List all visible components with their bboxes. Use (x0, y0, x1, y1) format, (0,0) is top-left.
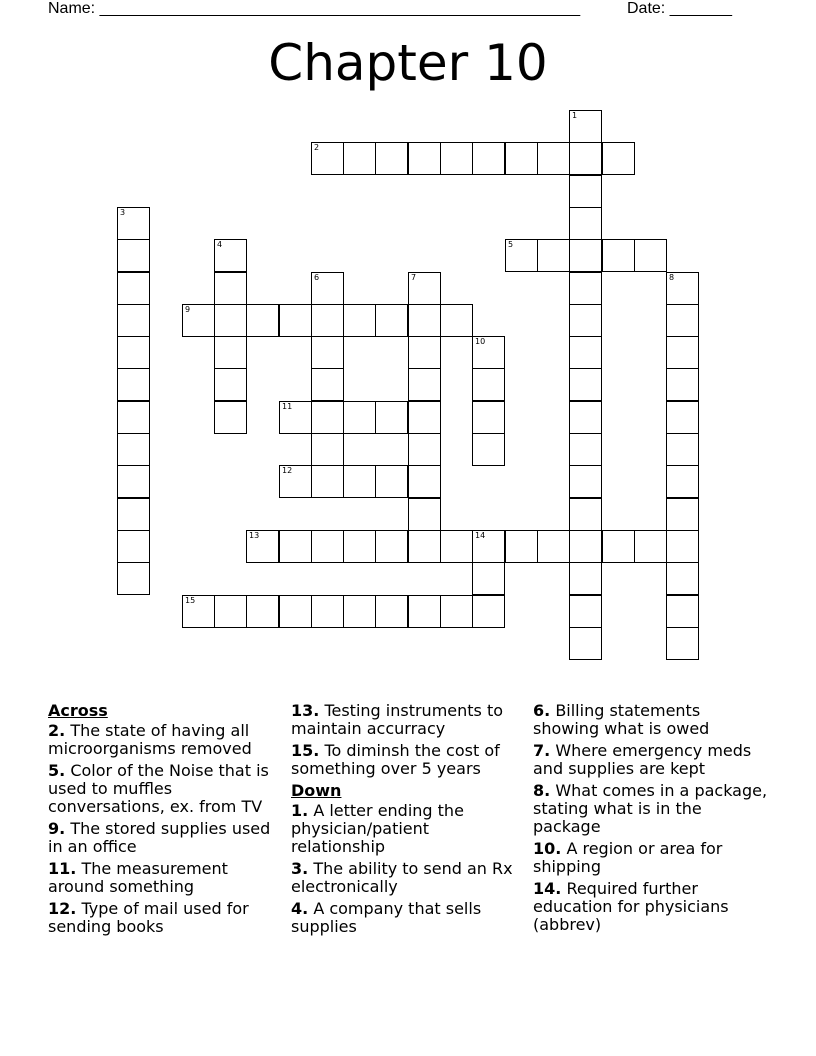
grid-cell[interactable] (440, 530, 473, 563)
clue-down-14 (533, 880, 768, 934)
clue-down-10 (533, 840, 768, 876)
grid-cell[interactable] (666, 562, 699, 595)
clue-text: A letter ending the physician/patient relationship (291, 801, 464, 856)
name-field[interactable]: Name: ______________________________________________________ (48, 0, 581, 17)
clue-down-1 (291, 802, 526, 856)
grid-cell[interactable] (343, 465, 376, 498)
grid-cell[interactable] (569, 272, 602, 305)
grid-cell[interactable] (440, 142, 473, 175)
grid-cell[interactable] (311, 304, 344, 337)
grid-cell[interactable] (117, 239, 150, 272)
grid-cell[interactable] (408, 272, 441, 305)
clue-number-label: 10 (475, 337, 486, 346)
clue-column-2 (291, 702, 526, 940)
grid-cell[interactable] (311, 595, 344, 628)
grid-cell[interactable] (569, 304, 602, 337)
clue-across-9 (48, 820, 283, 856)
clue-across-2 (48, 722, 283, 758)
grid-cell[interactable] (214, 595, 247, 628)
grid-cell[interactable] (440, 304, 473, 337)
clue-number: 2. (48, 721, 66, 740)
across-heading: Across (48, 701, 108, 720)
clue-text: Required further education for physicians (abbrev) (533, 879, 729, 934)
grid-cell[interactable] (666, 272, 699, 305)
grid-cell[interactable] (569, 530, 602, 563)
grid-cell[interactable] (117, 498, 150, 531)
grid-cell[interactable] (569, 368, 602, 401)
grid-cell[interactable] (214, 336, 247, 369)
clue-down-7 (533, 742, 768, 778)
clue-text: A company that sells supplies (291, 899, 482, 936)
grid-cell[interactable] (537, 142, 570, 175)
grid-cell[interactable] (408, 142, 441, 175)
grid-cell[interactable] (408, 465, 441, 498)
grid-cell[interactable] (375, 595, 408, 628)
grid-cell[interactable] (279, 530, 312, 563)
grid-cell[interactable] (472, 368, 505, 401)
grid-cell[interactable] (537, 239, 570, 272)
clue-across-11 (48, 860, 283, 896)
clue-number-label: 13 (249, 531, 260, 540)
clue-text: A region or area for shipping (533, 839, 723, 876)
grid-cell[interactable] (408, 530, 441, 563)
grid-cell[interactable] (117, 272, 150, 305)
clue-number-label: 2 (314, 143, 320, 152)
grid-cell[interactable] (505, 142, 538, 175)
grid-cell[interactable] (375, 401, 408, 434)
grid-cell[interactable] (343, 142, 376, 175)
grid-cell[interactable] (246, 530, 279, 563)
grid-cell[interactable] (214, 272, 247, 305)
grid-cell[interactable] (666, 401, 699, 434)
clue-number-label: 14 (475, 531, 486, 540)
clue-number: 10. (533, 839, 562, 858)
grid-cell[interactable] (408, 336, 441, 369)
grid-cell[interactable] (569, 562, 602, 595)
grid-cell[interactable] (569, 433, 602, 466)
clue-down-8 (533, 782, 768, 836)
grid-cell[interactable] (472, 595, 505, 628)
grid-cell[interactable] (666, 304, 699, 337)
grid-cell[interactable] (117, 207, 150, 240)
grid-cell[interactable] (182, 304, 215, 337)
clue-column-1 (48, 702, 283, 940)
grid-cell[interactable] (569, 175, 602, 208)
grid-cell[interactable] (472, 433, 505, 466)
clue-across-5 (48, 762, 283, 816)
grid-cell[interactable] (311, 465, 344, 498)
clue-text: What comes in a package, stating what is in the package (533, 781, 768, 836)
grid-cell[interactable] (602, 142, 635, 175)
grid-cell[interactable] (117, 465, 150, 498)
grid-cell[interactable] (117, 530, 150, 563)
grid-cell[interactable] (246, 304, 279, 337)
grid-cell[interactable] (505, 239, 538, 272)
grid-cell[interactable] (311, 433, 344, 466)
grid-cell[interactable] (246, 595, 279, 628)
grid-cell[interactable] (214, 304, 247, 337)
grid-cell[interactable] (343, 401, 376, 434)
grid-cell[interactable] (666, 433, 699, 466)
grid-cell[interactable] (472, 142, 505, 175)
grid-cell[interactable] (472, 530, 505, 563)
grid-cell[interactable] (569, 142, 602, 175)
grid-cell[interactable] (117, 304, 150, 337)
grid-cell[interactable] (311, 530, 344, 563)
grid-cell[interactable] (472, 336, 505, 369)
grid-cell[interactable] (375, 304, 408, 337)
grid-cell[interactable] (666, 595, 699, 628)
grid-cell[interactable] (569, 239, 602, 272)
grid-cell[interactable] (666, 336, 699, 369)
grid-cell[interactable] (472, 562, 505, 595)
grid-cell[interactable] (214, 368, 247, 401)
clue-down-4 (291, 900, 526, 936)
clue-number-label: 6 (314, 273, 320, 282)
clue-number: 3. (291, 859, 309, 878)
grid-cell[interactable] (408, 595, 441, 628)
clue-number: 8. (533, 781, 551, 800)
grid-cell[interactable] (375, 530, 408, 563)
page-title: Chapter 10 (268, 34, 548, 92)
grid-cell[interactable] (569, 401, 602, 434)
grid-cell[interactable] (279, 304, 312, 337)
grid-cell[interactable] (569, 465, 602, 498)
grid-cell[interactable] (375, 142, 408, 175)
clue-number-label: 3 (120, 208, 126, 217)
grid-cell[interactable] (408, 304, 441, 337)
grid-cell[interactable] (408, 401, 441, 434)
grid-cell[interactable] (602, 239, 635, 272)
clue-number: 12. (48, 899, 77, 918)
grid-cell[interactable] (634, 530, 667, 563)
clue-number-label: 8 (669, 273, 675, 282)
clue-number: 5. (48, 761, 66, 780)
grid-cell[interactable] (408, 368, 441, 401)
grid-cell[interactable] (311, 368, 344, 401)
grid-cell[interactable] (117, 368, 150, 401)
clue-number: 11. (48, 859, 77, 878)
grid-cell[interactable] (440, 595, 473, 628)
clue-text: The ability to send an Rx electronically (291, 859, 513, 896)
grid-cell[interactable] (666, 498, 699, 531)
clue-number-label: 9 (185, 305, 191, 314)
clue-text: The measurement around something (48, 859, 228, 896)
grid-cell[interactable] (666, 465, 699, 498)
grid-cell[interactable] (666, 627, 699, 660)
grid-cell[interactable] (569, 110, 602, 143)
grid-cell[interactable] (343, 304, 376, 337)
grid-cell[interactable] (182, 595, 215, 628)
grid-cell[interactable] (214, 401, 247, 434)
clue-text: Where emergency meds and supplies are kept (533, 741, 752, 778)
clue-text: The state of having all microorganisms removed (48, 721, 252, 758)
grid-cell[interactable] (117, 562, 150, 595)
clue-number: 15. (291, 741, 320, 760)
grid-cell[interactable] (279, 401, 312, 434)
clue-across-13 (291, 702, 526, 738)
clue-text: Testing instruments to maintain accurracy (291, 701, 504, 738)
clue-across-12 (48, 900, 283, 936)
clue-number: 6. (533, 701, 551, 720)
clue-text: Color of the Noise that is used to muffles conversations, ex. from TV (48, 761, 269, 816)
clue-down-3 (291, 860, 526, 896)
clue-text: To diminsh the cost of something over 5 years (291, 741, 500, 778)
date-field[interactable]: Date: _______ (627, 0, 732, 17)
clue-across-15 (291, 742, 526, 778)
grid-cell[interactable] (666, 368, 699, 401)
grid-cell[interactable] (117, 433, 150, 466)
grid-cell[interactable] (117, 401, 150, 434)
clue-number-label: 7 (411, 273, 417, 282)
grid-cell[interactable] (569, 627, 602, 660)
grid-cell[interactable] (408, 433, 441, 466)
clue-number-label: 12 (282, 466, 293, 475)
clue-number-label: 4 (217, 240, 223, 249)
grid-cell[interactable] (569, 336, 602, 369)
grid-cell[interactable] (311, 142, 344, 175)
clue-number: 7. (533, 741, 551, 760)
grid-cell[interactable] (311, 336, 344, 369)
grid-cell[interactable] (537, 530, 570, 563)
grid-cell[interactable] (117, 336, 150, 369)
grid-cell[interactable] (214, 239, 247, 272)
clue-column-3 (533, 702, 768, 938)
grid-cell[interactable] (634, 239, 667, 272)
clue-number-label: 1 (572, 111, 578, 120)
down-heading: Down (291, 781, 342, 800)
clue-text: The stored supplies used in an office (48, 819, 271, 856)
clue-number: 9. (48, 819, 66, 838)
grid-cell[interactable] (472, 401, 505, 434)
grid-cell[interactable] (666, 530, 699, 563)
clue-number-label: 11 (282, 402, 293, 411)
grid-cell[interactable] (311, 272, 344, 305)
clue-number: 14. (533, 879, 562, 898)
clue-number: 1. (291, 801, 309, 820)
grid-cell[interactable] (408, 498, 441, 531)
grid-cell[interactable] (279, 465, 312, 498)
grid-cell[interactable] (343, 595, 376, 628)
clue-number-label: 5 (508, 240, 514, 249)
grid-cell[interactable] (569, 498, 602, 531)
clue-number: 13. (291, 701, 320, 720)
grid-cell[interactable] (569, 207, 602, 240)
clue-number-label: 15 (185, 596, 196, 605)
grid-cell[interactable] (375, 465, 408, 498)
clue-text: Billing statements showing what is owed (533, 701, 710, 738)
grid-cell[interactable] (505, 530, 538, 563)
grid-cell[interactable] (343, 530, 376, 563)
grid-cell[interactable] (311, 401, 344, 434)
grid-cell[interactable] (602, 530, 635, 563)
clue-number: 4. (291, 899, 309, 918)
grid-cell[interactable] (569, 595, 602, 628)
grid-cell[interactable] (279, 595, 312, 628)
clue-text: Type of mail used for sending books (48, 899, 249, 936)
clue-down-6 (533, 702, 768, 738)
